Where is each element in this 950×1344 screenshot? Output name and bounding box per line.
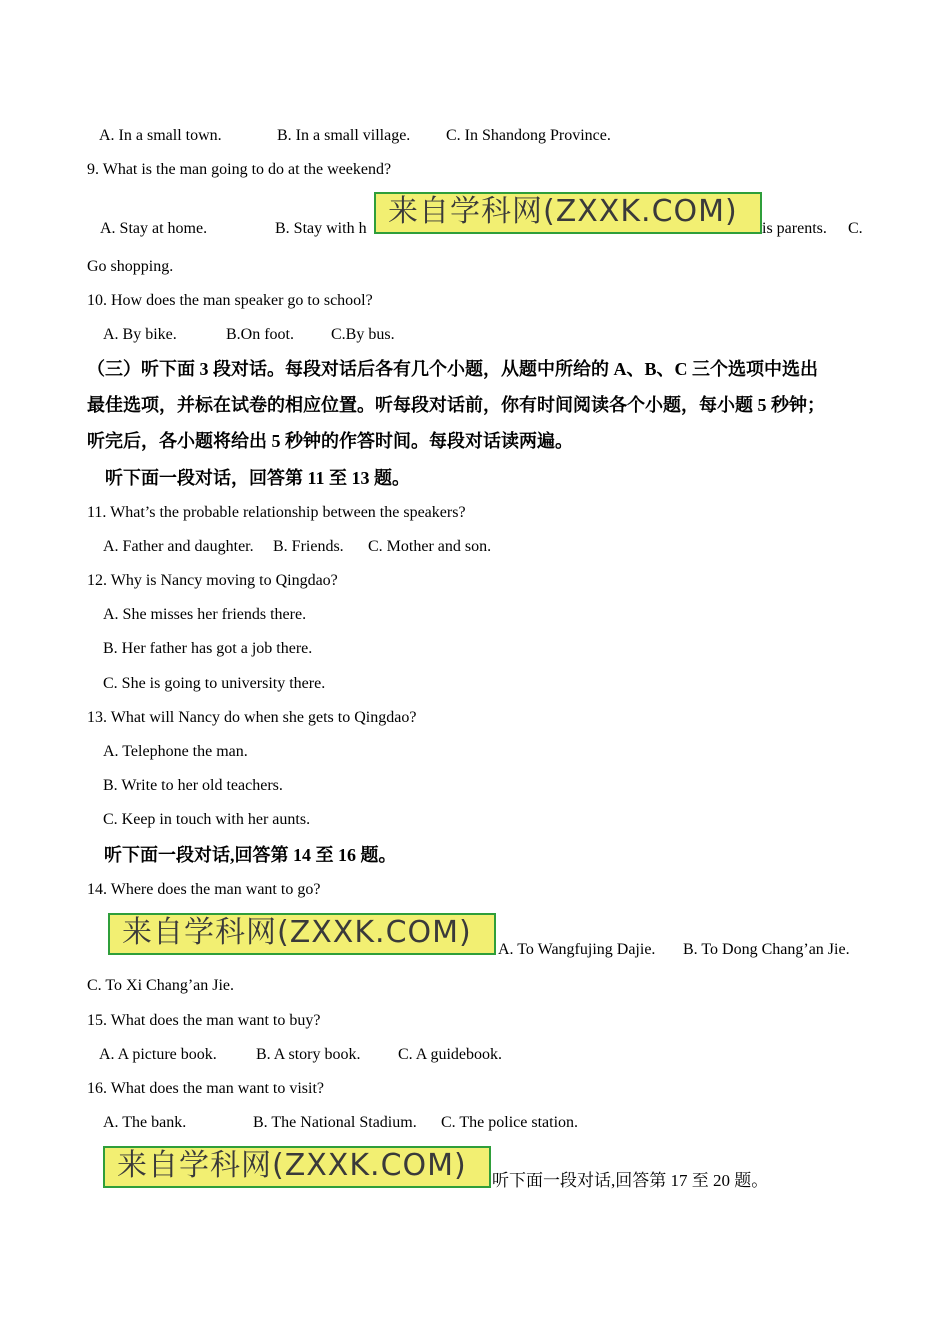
q8-option-b: B. In a small village. — [277, 127, 411, 144]
section3-instructions — [87, 351, 867, 459]
q16-option-b: B. The National Stadium. — [253, 1114, 417, 1131]
watermark-banner-3: 来自学科网(ZXXK.COM) — [103, 1146, 491, 1188]
q9-option-c-label: C. — [848, 220, 863, 237]
q15-option-a: A. A picture book. — [99, 1046, 217, 1063]
section3-line-3: 听完后，各小题将给出 5 秒钟的作答时间。每段对话读两遍。 — [87, 431, 573, 451]
q16-option-c: C. The police station. — [441, 1114, 579, 1131]
q11-option-a: A. Father and daughter. — [103, 538, 254, 555]
q9-option-b-start: B. Stay with h — [275, 220, 367, 237]
q8-option-a: A. In a small town. — [99, 127, 222, 144]
section3-line-1: （三）听下面 3 段对话。每段对话后各有几个小题，从题中所给的 A、B、C 三个选项中选出 — [87, 359, 818, 379]
q15-option-b: B. A story book. — [256, 1046, 361, 1063]
q8-option-c: C. In Shandong Province. — [446, 127, 611, 144]
q14-option-b: B. To Dong Chang’an Jie. — [683, 941, 850, 958]
q10-option-b: B.On foot. — [226, 326, 294, 343]
watermark-banner-2: 来自学科网(ZXXK.COM) — [108, 913, 496, 955]
q10-option-c: C.By bus. — [331, 326, 395, 343]
q11-option-b: B. Friends. — [273, 538, 344, 555]
q9-option-b-end: is parents. — [762, 220, 827, 237]
q15-option-c: C. A guidebook. — [398, 1046, 503, 1063]
section3-line-2: 最佳选项，并标在试卷的相应位置。听每段对话前，你有时间阅读各个小题，每小题 5 秒钟； — [87, 395, 825, 415]
q11-option-c: C. Mother and son. — [368, 538, 492, 555]
q10-option-a: A. By bike. — [103, 326, 177, 343]
q14-option-a: A. To Wangfujing Dajie. — [498, 941, 656, 958]
q16-option-a: A. The bank. — [103, 1114, 187, 1131]
q9-option-a: A. Stay at home. — [100, 220, 208, 237]
watermark-banner-1: 来自学科网(ZXXK.COM) — [374, 192, 762, 234]
